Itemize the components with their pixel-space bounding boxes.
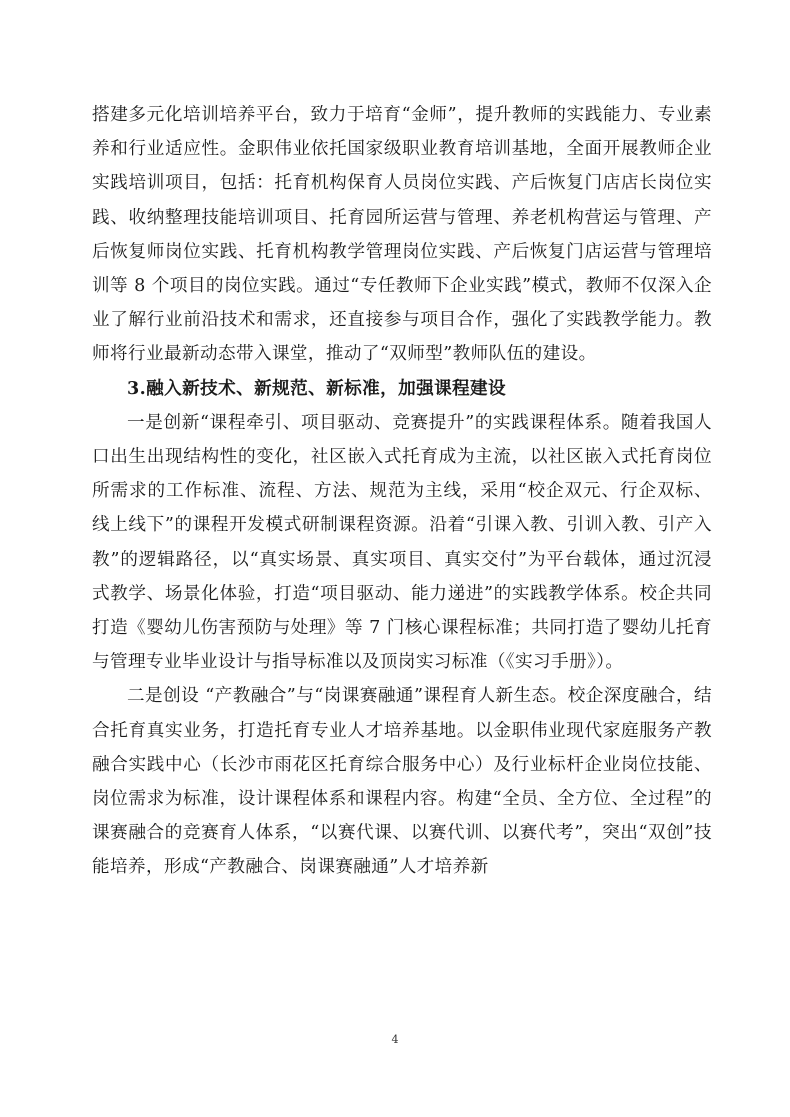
paragraph-course-system: 一是创新“课程牵引、项目驱动、竞赛提升”的实践课程体系。随着我国人口出生出现结构性的变化，社区嵌入式托育成为主流，以社区嵌入式托育岗位所需求的工作标准、流程、方法、规范为主线，采用“校企双元、行企双标、线上线下”的课程开发模式研制课程资源。沿着“引课入教、引训入教、引产入教”的逻辑路径，以“真实场景、真实项目、真实交付”为平台载体，通过沉浸式教学、场景化体验，打造“项目驱动、能力递进”的实践教学体系。校企共同打造《婴幼儿伤害预防与处理》等 7 门核心课程标准；共同打造了婴幼儿托育与管理专业毕业设计与指导标准以及顶岗实习标准（《实习手册》）。 [92, 412, 712, 673]
page-number: 4 [391, 1033, 399, 1046]
section-heading: 3.融入新技术、新规范、新标准，加强课程建设 [127, 377, 507, 399]
paragraph-industry-education: 二是创设 “产教融合”与“岗课赛融通”课程育人新生态。校企深度融合，结合托育真实业务，打造托育专业人才培养基地。以金职伟业现代家庭服务产教融合实践中心（长沙市雨花区托育综合服务中心）及行业标杆企业岗位技能、岗位需求为标准，设计课程体系和课程内容。构建“全员、全方位、全过程”的课赛融合的竞赛育人体系，“以赛代课、以赛代训、以赛代考”，突出“双创”技能培养，形成“产教融合、岗课赛融通”人才培养新 [92, 686, 712, 878]
paragraph-teacher-training: 搭建多元化培训培养平台，致力于培育“金师”，提升教师的实践能力、专业素养和行业适应性。金职伟业依托国家级职业教育培训基地，全面开展教师企业实践培训项目，包括：托育机构保育人员岗位实践、产后恢复门店店长岗位实践、收纳整理技能培训项目、托育园所运营与管理、养老机构营运与管理、产后恢复师岗位实践、托育机构教学管理岗位实践、产后恢复门店运营与管理培训等 8 个项目的岗位实践。通过“专任教师下企业实践”模式，教师不仅深入企业了解行业前沿技术和需求，还直接参与项目合作，强化了实践教学能力。教师将行业最新动态带入课堂，推动了“双师型”教师队伍的建设。 [92, 105, 712, 365]
body-text-area [92, 98, 712, 885]
